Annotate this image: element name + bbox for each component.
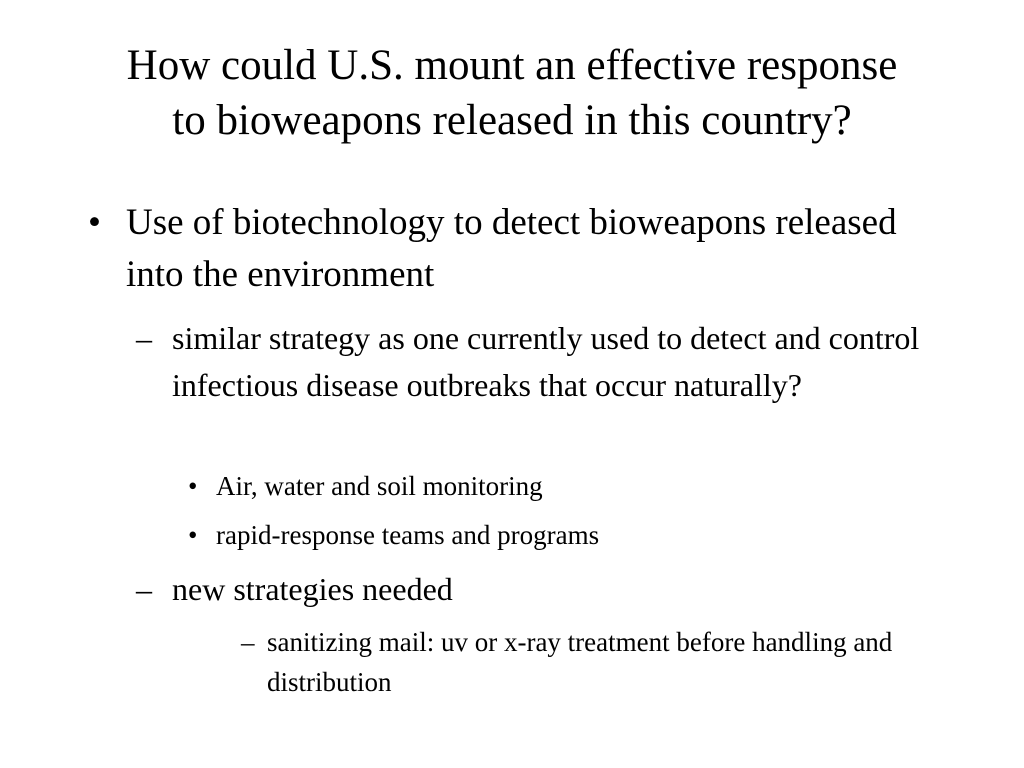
bullet-text: sanitizing mail: uv or x-ray treatment before handling and distribution bbox=[267, 627, 893, 697]
bullet-text: Air, water and soil monitoring bbox=[216, 471, 543, 501]
bullet-text: new strategies needed bbox=[172, 571, 453, 607]
bullet-level-1 bbox=[88, 197, 948, 301]
bullet-text: similar strategy as one currently used to detect and control infectious disease outbreaks that occur naturally? bbox=[172, 320, 920, 403]
dash-marker: – bbox=[241, 627, 255, 657]
bullet-level-2 bbox=[136, 566, 936, 613]
bullet-level-2 bbox=[136, 315, 936, 409]
bullet-text: rapid-response teams and programs bbox=[216, 520, 600, 550]
bullet-level-4 bbox=[241, 622, 941, 702]
dash-marker: – bbox=[136, 320, 152, 356]
slide-title-line-1: How could U.S. mount an effective response bbox=[126, 42, 898, 89]
bullet-marker: • bbox=[188, 520, 198, 550]
bullet-level-3 bbox=[188, 468, 888, 504]
bullet-level-3 bbox=[188, 517, 888, 553]
dash-marker: – bbox=[136, 571, 152, 607]
bullet-marker: • bbox=[88, 202, 101, 243]
bullet-marker: • bbox=[188, 471, 198, 501]
bullet-text: Use of biotechnology to detect bioweapons released into the environment bbox=[126, 202, 897, 295]
slide-title-line-2: to bioweapons released in this country? bbox=[172, 97, 852, 144]
